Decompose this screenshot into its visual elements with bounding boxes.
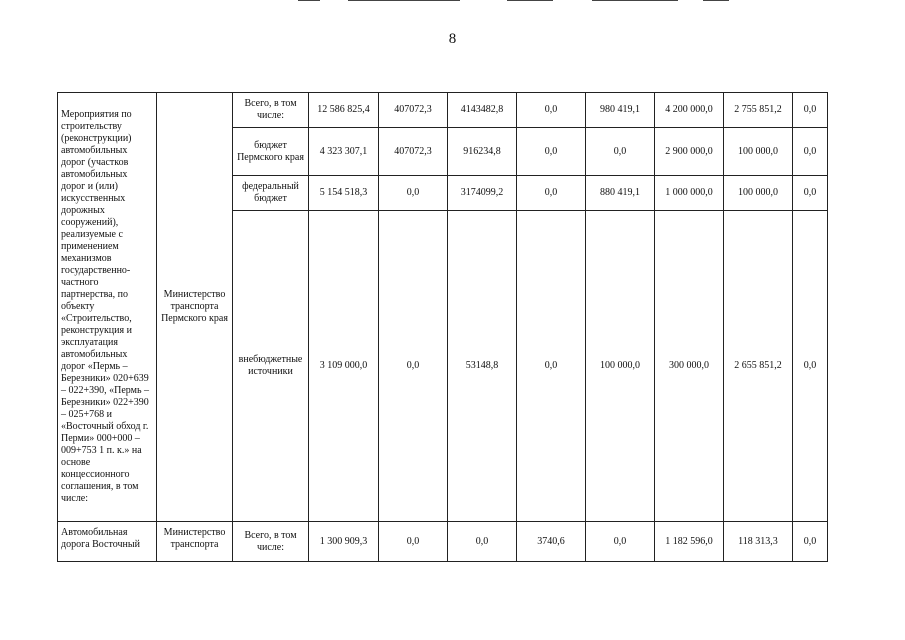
value-cell: 0,0	[793, 93, 828, 128]
top-rule-2	[348, 0, 460, 1]
value-cell: 5 154 518,3	[309, 176, 379, 211]
value-cell: 3174099,2	[448, 176, 517, 211]
value-cell: 4143482,8	[448, 93, 517, 128]
budget-table	[57, 92, 828, 562]
responsible-organization: Министерство транспорта	[157, 522, 233, 562]
source-name: Всего, в том числе:	[233, 93, 309, 128]
source-name: федеральный бюджет	[233, 176, 309, 211]
value-cell: 100 000,0	[724, 176, 793, 211]
value-cell: 300 000,0	[655, 211, 724, 522]
value-cell: 1 182 596,0	[655, 522, 724, 562]
value-cell: 3740,6	[517, 522, 586, 562]
value-cell: 118 313,3	[724, 522, 793, 562]
value-cell: 1 000 000,0	[655, 176, 724, 211]
value-cell: 880 419,1	[586, 176, 655, 211]
top-rule-3	[507, 0, 553, 1]
value-cell: 0,0	[517, 93, 586, 128]
value-cell: 407072,3	[379, 93, 448, 128]
top-rule-1	[298, 0, 320, 1]
value-cell: 2 655 851,2	[724, 211, 793, 522]
page-number: 8	[448, 31, 457, 47]
source-name: Всего, в том числе:	[233, 522, 309, 562]
value-cell: 0,0	[517, 211, 586, 522]
source-name: бюджет Пермского края	[233, 128, 309, 176]
value-cell: 980 419,1	[586, 93, 655, 128]
value-cell: 0,0	[586, 522, 655, 562]
source-name: внебюджетные источники	[233, 211, 309, 522]
top-rule-4	[592, 0, 678, 1]
value-cell: 2 755 851,2	[724, 93, 793, 128]
value-cell: 1 300 909,3	[309, 522, 379, 562]
event-description: Автомобильная дорога Восточный	[58, 522, 157, 562]
value-cell: 0,0	[379, 211, 448, 522]
value-cell: 0,0	[379, 176, 448, 211]
value-cell: 0,0	[586, 128, 655, 176]
top-rule-5	[703, 0, 729, 1]
value-cell: 0,0	[448, 522, 517, 562]
value-cell: 407072,3	[379, 128, 448, 176]
value-cell: 100 000,0	[586, 211, 655, 522]
value-cell: 0,0	[793, 211, 828, 522]
value-cell: 3 109 000,0	[309, 211, 379, 522]
value-cell: 2 900 000,0	[655, 128, 724, 176]
event-description: Мероприятия по строительству (реконструкции) автомобильных дорог (участков автомобильных дорог и (или) искусственных дорожных сооружений), реализуемые с применением механизмов государственно-частного партнерства, по объекту «Строительство, реконструкция и эксплуатация автомобильных дорог «Пермь – Березники» 020+639 – 022+390, «Пермь – Березники» 022+390 – 025+768 и «Восточный обход г. Перми» 000+000 – 009+753 1 п. к.» на основе концессионного соглашения, в том числе:	[58, 93, 157, 522]
value-cell: 0,0	[793, 522, 828, 562]
responsible-organization: Министерство транспорта Пермского края	[157, 93, 233, 522]
value-cell: 0,0	[793, 128, 828, 176]
value-cell: 4 200 000,0	[655, 93, 724, 128]
value-cell: 0,0	[793, 176, 828, 211]
value-cell: 53148,8	[448, 211, 517, 522]
value-cell: 0,0	[379, 522, 448, 562]
table-row	[58, 93, 828, 128]
value-cell: 4 323 307,1	[309, 128, 379, 176]
value-cell: 100 000,0	[724, 128, 793, 176]
table-row	[58, 522, 828, 562]
value-cell: 0,0	[517, 128, 586, 176]
value-cell: 12 586 825,4	[309, 93, 379, 128]
value-cell: 0,0	[517, 176, 586, 211]
value-cell: 916234,8	[448, 128, 517, 176]
